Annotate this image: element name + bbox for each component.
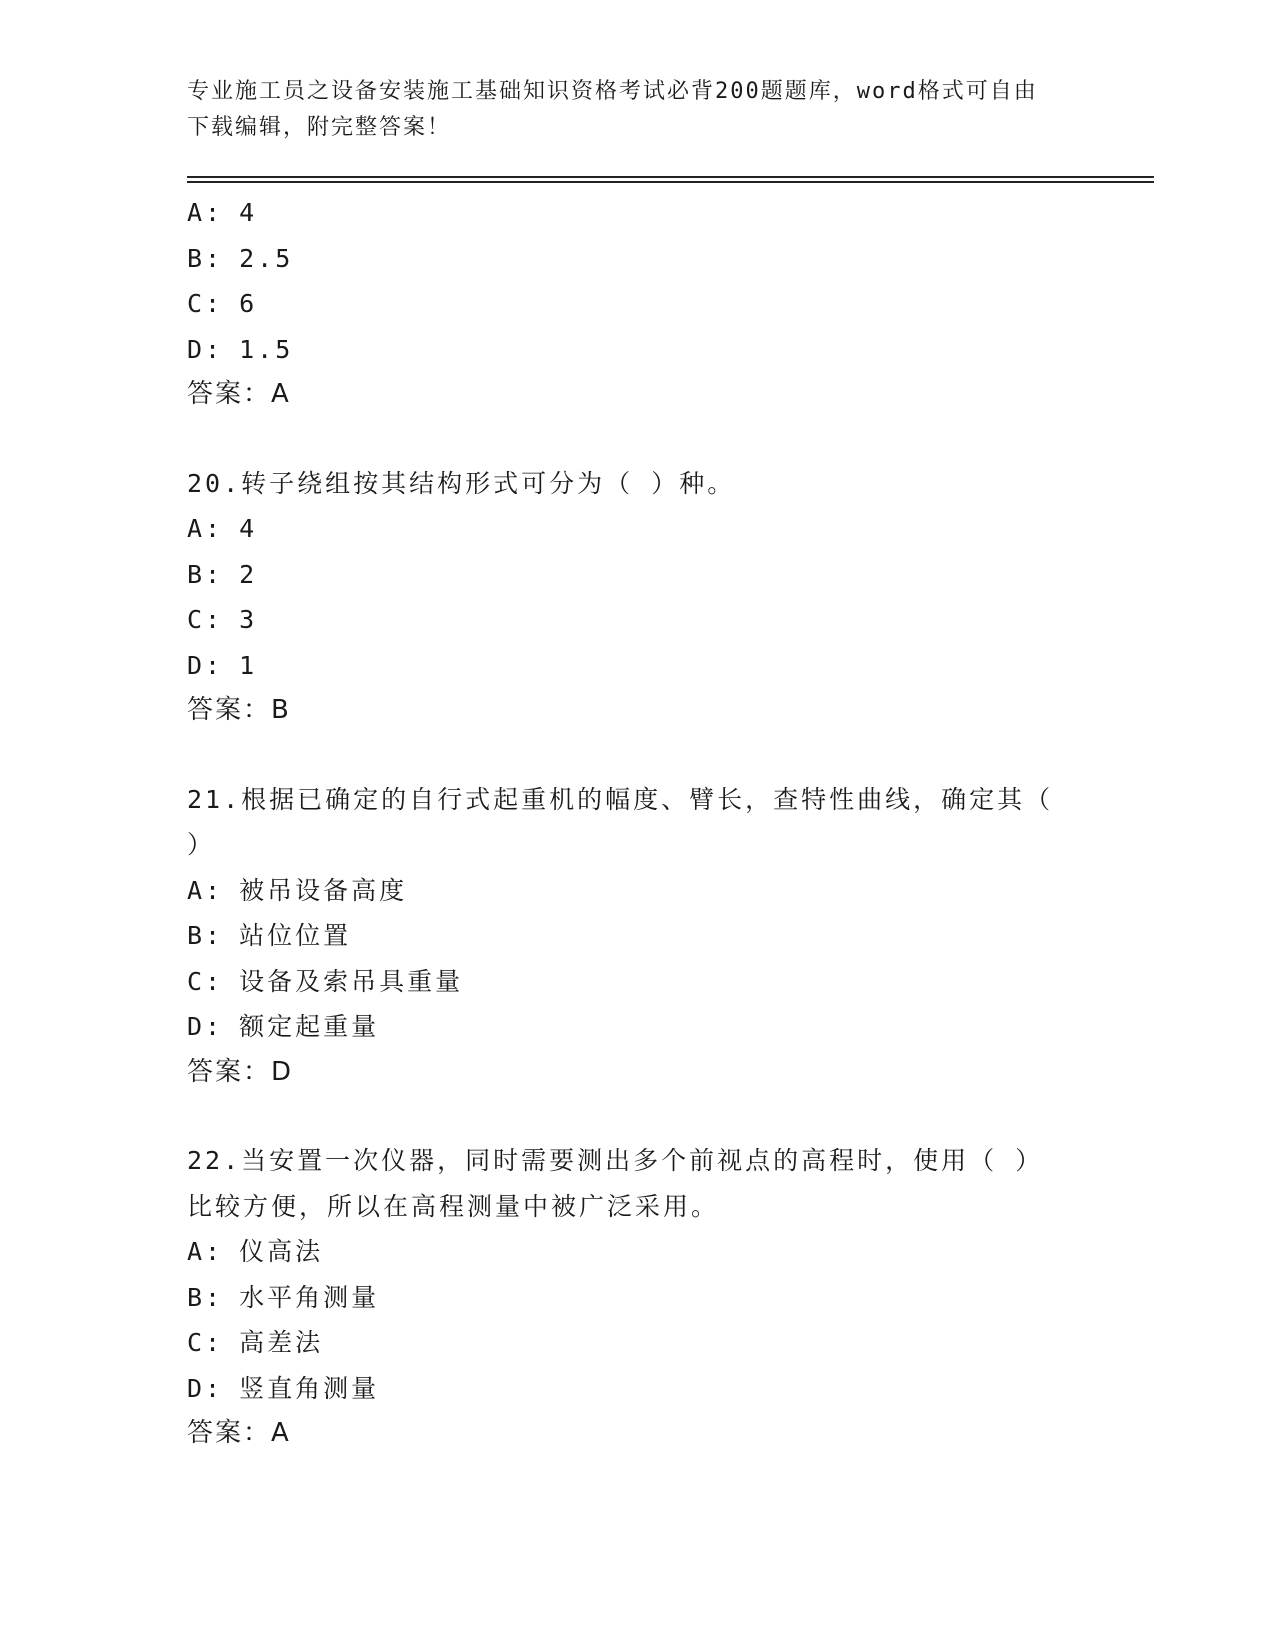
question-text-line-1: 22.当安置一次仪器，同时需要测出多个前视点的高程时，使用（ ） [187, 1146, 1044, 1175]
question-22 [187, 1138, 1087, 1457]
header-line-2: 下载编辑，附完整答案！ [187, 115, 452, 140]
option-a: A: 4 [187, 514, 258, 543]
spacer [187, 418, 1087, 461]
option-c: C: 6 [187, 289, 258, 318]
option-b: B: 站位位置 [187, 921, 352, 950]
option-d: D: 竖直角测量 [187, 1373, 380, 1403]
question-19-tail [187, 190, 1087, 418]
spacer [187, 1095, 1087, 1138]
spacer [187, 734, 1087, 777]
answer-line: 答案：A [187, 1418, 291, 1448]
header-divider-bottom [187, 181, 1154, 183]
option-b: B: 水平角测量 [187, 1282, 380, 1312]
answer-line: 答案：B [187, 695, 291, 725]
option-a: A: 4 [187, 198, 258, 227]
option-c: C: 3 [187, 605, 258, 634]
option-c: C: 高差法 [187, 1328, 324, 1357]
question-text-line-2: ） [187, 830, 216, 859]
option-a: A: 仪高法 [187, 1237, 324, 1266]
option-b: B: 2.5 [187, 243, 294, 273]
question-text-line-1: 21.根据已确定的自行式起重机的幅度、臂长，查特性曲线，确定其（ [187, 784, 1054, 814]
option-d: D: 1 [187, 650, 258, 680]
header-divider-top [187, 176, 1154, 178]
option-b: B: 2 [187, 559, 258, 589]
question-21 [187, 777, 1087, 1096]
option-a: A: 被吊设备高度 [187, 875, 408, 905]
question-list [187, 190, 1087, 1457]
question-20 [187, 461, 1087, 734]
answer-line: 答案：A [187, 379, 291, 409]
answer-line: 答案：D [187, 1056, 294, 1087]
option-d: D: 额定起重量 [187, 1012, 380, 1041]
header-line-1: 专业施工员之设备安装施工基础知识资格考试必背200题题库，word格式可自由 [187, 79, 1038, 104]
document-header [187, 74, 1067, 146]
question-text: 20.转子绕组按其结构形式可分为（ ）种。 [187, 468, 736, 498]
question-text-line-2: 比较方便，所以在高程测量中被广泛采用。 [187, 1191, 720, 1221]
option-d: D: 1.5 [187, 334, 294, 364]
option-c: C: 设备及索吊具重量 [187, 966, 464, 996]
